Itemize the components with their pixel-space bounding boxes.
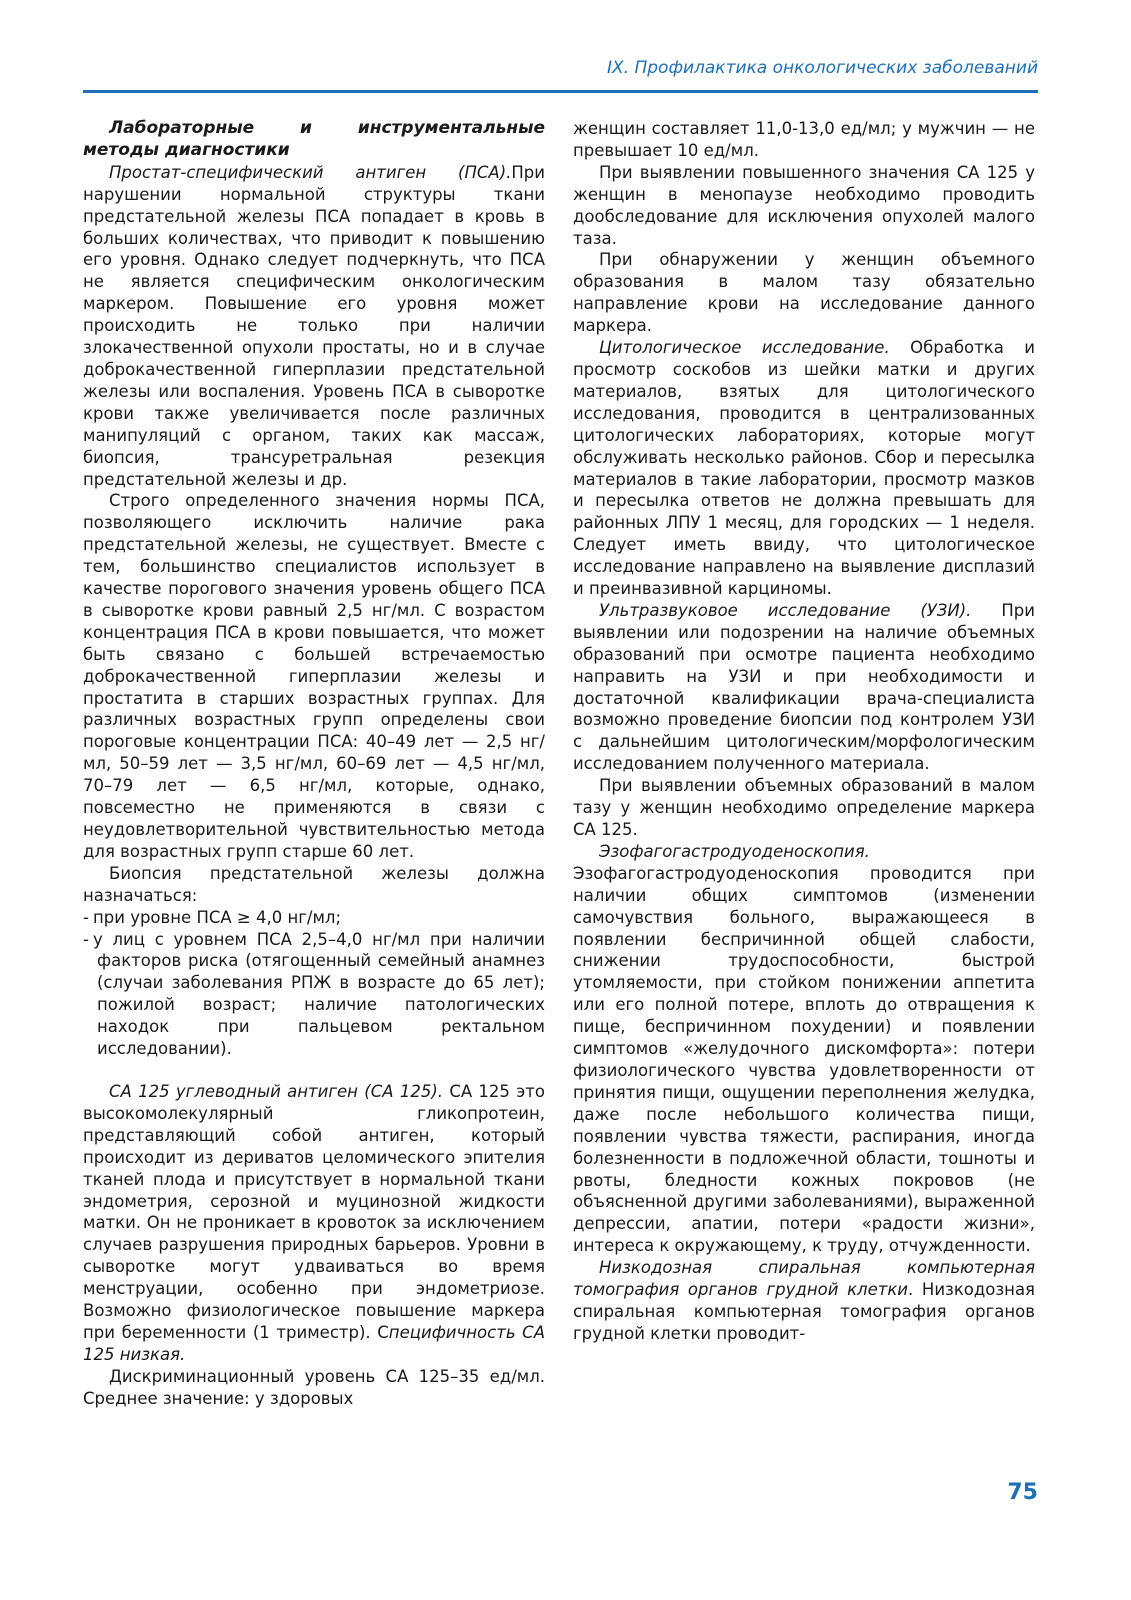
egds-term: Эзофагогастродуоденоскопия. xyxy=(599,841,870,861)
ca125-cont-paragraph: женщин составляет 11,0-13,0 ед/мл; у мужчин — не превышает 10 ед/мл. xyxy=(573,119,1035,160)
ultrasound-text: При выявлении или подозрении на наличие объемных образований при осмотре пациента необходимо направить на УЗИ и при необходимости и достаточной квалификации врача-специалиста возможно проведение биопсии под контролем УЗИ с дальнейшим цитологическим/морфологическим исследованием полученного материала. xyxy=(573,600,1035,774)
psa-paragraph xyxy=(83,162,545,491)
ca125-menopause-paragraph: При выявлении повышенного значения СА 125 у женщин в менопаузе необходимо проводить дообследование для исключения опухолей малого таза. xyxy=(573,162,1035,248)
ct-text: . Низкодозная спиральная компьютерная томография органов грудной клетки проводит- xyxy=(573,1280,1035,1343)
ultrasound-paragraph xyxy=(573,600,1035,775)
ca125-paragraph xyxy=(83,1081,545,1366)
header-rule xyxy=(83,90,1038,93)
ca125-text: СА 125 это высокомолекулярный гликопротеин, представляющий собой антиген, который происходит из дериватов целомического эпителия тканей плода и присутствует в нормальной ткани эндометрия, серозной и муцинозной жидкости матки. Он не проникает в кровоток за исключением случаев разрушения природных барьеров. Уровни в сыворотке могут удваиваться во время менструации, особенно при эндометриозе. Возможно физиологическое повышение маркера при беременности (1 триместр). С xyxy=(83,1081,545,1342)
psa-text: При нарушении нормальной структуры ткани предстательной железы ПСА попадает в кровь в больших количествах, что приводит к повышению его уровня. Однако следует подчеркнуть, что ПСА не является специфическим онкологическим маркером. Повышение его уровня может происходить не только при наличии злокачественной опухоли простаты, но и в случае доброкачественной гиперплазии предстательной железы или воспаления. Уровень ПСА в сыворотке крови также увеличивается после различных манипуляций с органом, таких как массаж, биопсия, трансуретральная резекция предстательной железы и др. xyxy=(83,162,545,489)
left-column xyxy=(83,118,545,1410)
list-item: - при уровне ПСА ≥ 4,0 нг/мл; xyxy=(83,907,342,927)
ct-term: Низкодозная спиральная компьютерная томография органов грудной клетки xyxy=(573,1258,1035,1300)
ca125-specificity: пецифичность СА 125 низкая. xyxy=(83,1322,545,1364)
cytology-text: Обработка и просмотр соскобов из шейки матки и других материалов, взятых для цитологического исследования, проводится в централизованных цитологических лабораториях, которые могут обслуживать несколько районов. Сбор и пересылка материалов в такие лаборатории, просмотр мазков и пересылка ответов не должна превышать для районных ЛПУ 1 месяц, для городских — 1 неделя. Следует иметь ввиду, что цитологическое исследование направлено на выявление дисплазий и преинвазивной карциномы. xyxy=(573,338,1035,599)
psa-norm-paragraph: Строго определенного значения нормы ПСА, позволяющего исключить наличие рака предстательной железы, не существует. Вместе с тем, большинство специалистов использует в качестве порогового значения уровень общего ПСА в сыворотке крови равный 2,5 нг/мл. С возрастом концентрация ПСА в крови повышается, что может быть связано с большей встречаемостью доброкачественной гиперплазии железы и простатита в старших возрастных группах. Для различных возрастных групп определены свои пороговые концентрации ПСА: 40–49 лет — 2,5 нг/мл, 50–59 лет — 3,5 нг/мл, 60–69 лет — 4,5 нг/мл, 70–79 лет — 6,5 нг/мл, которые, однако, повсеместно не применяются в связи с неудовлетворительной чувствительностью метода для возрастных групп старше 60 лет. xyxy=(83,491,545,861)
cytology-paragraph xyxy=(573,337,1035,600)
biopsy-intro: Биопсия предстательной железы должна назначаться: xyxy=(83,863,545,905)
ca125-term: СА 125 углеводный антиген (СА 125). xyxy=(109,1081,443,1101)
right-column xyxy=(573,118,1035,1345)
page-number: 75 xyxy=(1007,1480,1038,1505)
ultrasound-term: Ультразвуковое исследование (УЗИ). xyxy=(599,600,972,620)
biopsy-list xyxy=(83,907,545,1060)
ca125-mass-paragraph: При обнаружении у женщин объемного образования в малом тазу обязательно направление крови на исследование данного маркера. xyxy=(573,250,1035,336)
egds-paragraph: Эзофагогастродуоденоскопия проводится при наличии общих симптомов (изменении самочувствия больного, выражающееся в появлении беспричинной общей слабости, снижении трудоспособности, быстрой утомляемости, при стойком понижении аппетита или его полной потере, вплоть до отвращения к пище, беспричинном похудении) и появлении симптомов «желудочного дискомфорта»: потери физиологического чувства удовлетворенности от принятия пищи, ощущении переполнения желудка, даже после небольшого количества пищи, появлении чувства тяжести, распирания, иногда болезненности в подложечной области, тошноты и рвоты, бледности кожных покровов (не объясненной другими заболеваниями), выраженной депрессии, апатии, потери «радости жизни», интереса к окружающему, к труду, отчужденности. xyxy=(573,863,1035,1256)
ultrasound-pelvis-paragraph: При выявлении объемных образований в малом тазу у женщин необходимо определение маркера СА 125. xyxy=(573,776,1035,839)
section-heading: Лабораторные и инструментальные методы диагностики xyxy=(83,118,545,160)
running-header: IX. Профилактика онкологических заболеваний xyxy=(607,58,1038,78)
ct-paragraph xyxy=(573,1257,1035,1345)
list-item: - у лиц с уровнем ПСА 2,5–4,0 нг/мл при наличии факторов риска (отягощенный семейный анамнез (случаи заболевания РПЖ в возрасте до 65 лет); пожилой возраст; наличие патологических находок при пальцевом ректальном исследовании). xyxy=(83,929,545,1059)
ca125-level-paragraph: Дискриминационный уровень СА 125–35 ед/мл. Среднее значение: у здоровых xyxy=(83,1366,545,1408)
psa-term: Простат-специфический антиген (ПСА). xyxy=(109,162,512,182)
cytology-term: Цитологическое исследование. xyxy=(599,338,890,358)
